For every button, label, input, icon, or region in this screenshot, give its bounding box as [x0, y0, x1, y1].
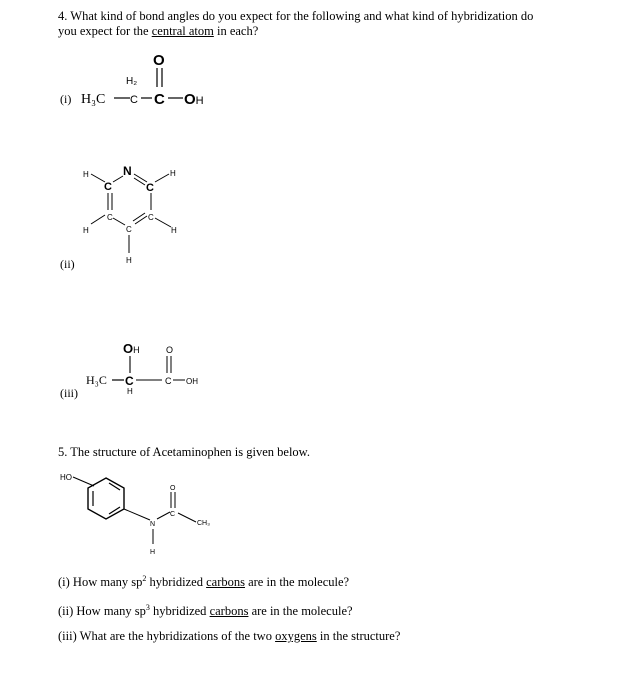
- acet-ho: HO: [60, 473, 72, 482]
- mol3-o: O: [166, 345, 174, 355]
- mol3-h: H: [127, 387, 133, 396]
- question-5-i: (i) How many $sp^2$ hybridized carbons are in the molecule?: [58, 574, 350, 590]
- mol2-h-br: H: [171, 226, 177, 235]
- mol2-h-tr: H: [170, 169, 176, 178]
- mol2-n: N: [123, 164, 132, 178]
- mol2-h-bl: H: [83, 226, 89, 235]
- mol2-h-tl: H: [83, 170, 89, 179]
- acet-o: O: [170, 485, 176, 492]
- mol2-c-lr: C: [148, 213, 154, 222]
- question-4-line2: you expect for the central atom in each?: [58, 24, 259, 38]
- acet-c: C: [170, 511, 176, 518]
- question-5-text: 5. The structure of Acetaminophen is given below.: [58, 445, 311, 459]
- mol1-o: O: [153, 52, 165, 69]
- question-5-iii: (iii) What are the hybridizations of the two oxygens in the structure?: [58, 629, 401, 643]
- question-4-line1: 4. What kind of bond angles do you expect for the following and what kind of hybridization do: [58, 9, 534, 23]
- mol3-c2: C: [165, 376, 172, 386]
- mol2-c-left: C: [104, 181, 112, 193]
- acet-ch3: CH₃: [197, 520, 210, 527]
- mol2-c-ll: C: [107, 213, 113, 222]
- mol3-oh: OH: [123, 341, 140, 356]
- question-4-text: [58, 9, 608, 39]
- label-iii: (iii): [60, 386, 78, 400]
- molecule-iii: [80, 336, 210, 400]
- label-i: (i): [60, 92, 72, 106]
- question-5-ii: (ii) How many $sp^3$ hybridized carbons are in the molecule?: [58, 603, 353, 619]
- mol2-c-bottom: C: [126, 225, 132, 234]
- mol3-h3c: H₃C: [86, 373, 107, 387]
- mol1-oh: OH: [184, 91, 204, 108]
- central-atom-underlined: central atom: [151, 24, 214, 38]
- mol2-c-right: C: [146, 182, 154, 194]
- mol3-c1: C: [125, 374, 134, 388]
- mol1-h3c: H₃C: [81, 92, 106, 107]
- mol1-c2: C: [154, 91, 165, 108]
- mol2-h-bottom: H: [126, 256, 132, 265]
- label-ii: (ii): [60, 257, 75, 271]
- molecule-ii: [75, 160, 195, 270]
- acet-n: N: [150, 521, 156, 528]
- acetaminophen-structure: [58, 468, 228, 560]
- mol1-h2: H₂: [126, 76, 138, 87]
- molecule-i: [70, 48, 250, 110]
- mol1-c1: C: [130, 94, 138, 106]
- mol3-oh-end: OH: [186, 377, 198, 386]
- acet-h: H: [150, 549, 156, 556]
